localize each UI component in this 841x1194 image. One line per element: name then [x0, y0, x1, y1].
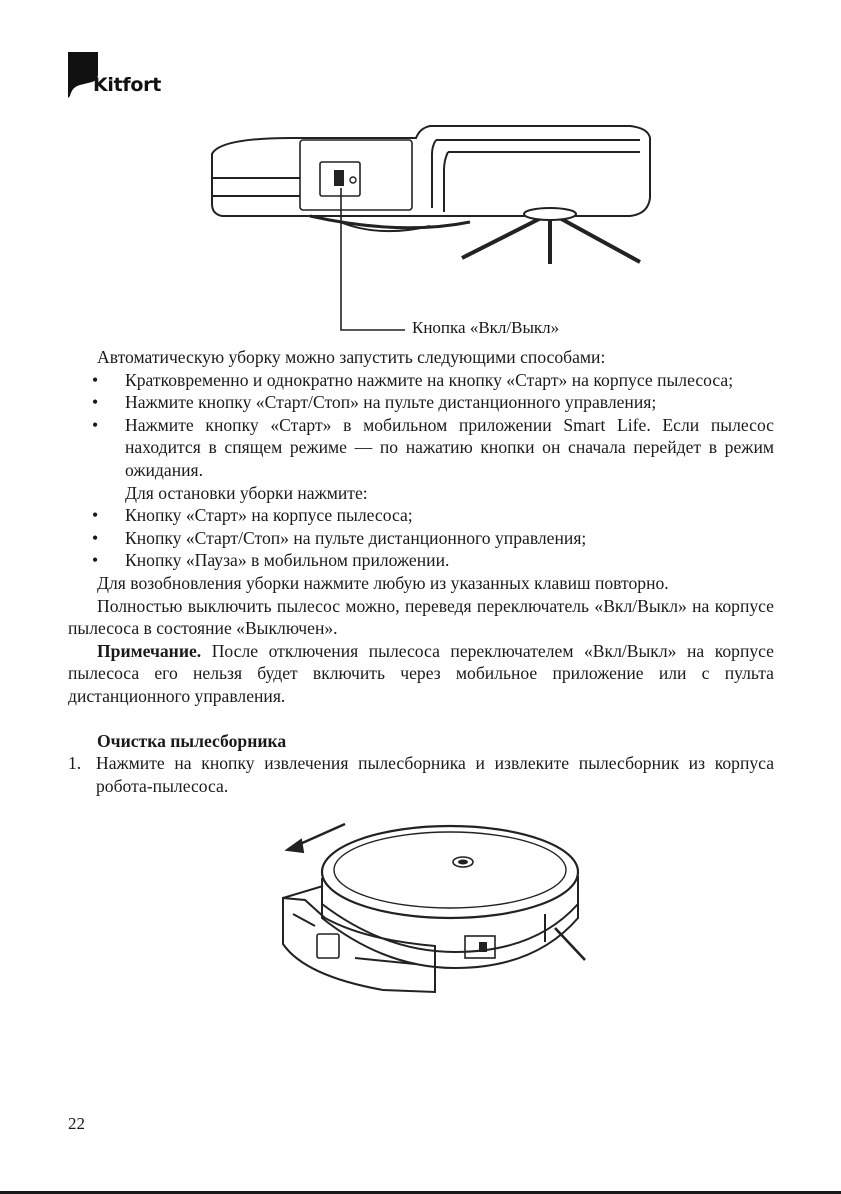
bullet-marker: •	[92, 505, 99, 526]
dustbin-removal-figure	[265, 818, 600, 1003]
list-item-text: Кнопку «Старт/Стоп» на пульте дистанционного управления;	[125, 527, 587, 548]
figure-label-power-switch: Кнопка «Вкл/Выкл»	[412, 318, 560, 337]
bullet-marker: •	[92, 369, 99, 390]
kitfort-logo	[68, 52, 168, 102]
brand-name: Kitfort	[93, 74, 161, 96]
section-heading: Очистка пылесборника	[97, 730, 287, 751]
list-item-text: Нажмите кнопку «Старт» в мобильном приложении Smart Life. Если пылесос находится в спящем режиме — по нажатию кнопки он сначала перейдет в режим ожидания.	[125, 414, 774, 480]
step-number: 1.	[68, 753, 82, 774]
stop-intro: Для остановки уборки нажмите:	[125, 482, 368, 503]
page-number: 22	[68, 1114, 85, 1133]
note-label: Примечание.	[97, 640, 202, 661]
note-paragraph	[68, 640, 774, 708]
list-item-start-2	[68, 391, 774, 414]
list-item-text: Кратковременно и однократно нажмите на кнопку «Старт» на корпусе пылесоса;	[125, 369, 734, 390]
bullet-marker: •	[92, 414, 99, 435]
list-item-start-3	[68, 414, 774, 482]
list-item-text: Нажмите кнопку «Старт/Стоп» на пульте дистанционного управления;	[125, 392, 657, 413]
document-body	[68, 346, 774, 797]
list-item-stop-1	[68, 504, 774, 527]
robot-side-view-figure	[200, 118, 660, 340]
poweroff-paragraph: Полностью выключить пылесос можно, переведя переключатель «Вкл/Выкл» на корпусе пылесоса в состояние «Выключен».	[68, 595, 774, 639]
bullet-marker: •	[92, 527, 99, 548]
list-item-text: Кнопку «Пауза» в мобильном приложении.	[125, 550, 450, 571]
list-item-stop-3	[68, 549, 774, 572]
list-item-stop-2	[68, 527, 774, 550]
intro-paragraph: Автоматическую уборку можно запустить следующими способами:	[97, 347, 606, 367]
list-item-start-1	[68, 369, 774, 392]
bullet-marker: •	[92, 550, 99, 571]
spacer	[68, 708, 774, 730]
numbered-step-1	[68, 752, 774, 797]
step-text: Нажмите на кнопку извлечения пылесборника и извлеките пылесборник из корпуса робота-пылесоса.	[96, 753, 774, 796]
list-item-text: Кнопку «Старт» на корпусе пылесоса;	[125, 505, 413, 526]
bullet-marker: •	[92, 392, 99, 413]
note-text: После отключения пылесоса переключателем «Вкл/Выкл» на корпусе пылесоса его нельзя будет включить через мобильное приложение или с пульта дистанционного управления.	[68, 640, 774, 706]
resume-paragraph: Для возобновления уборки нажмите любую из указанных клавиш повторно.	[97, 572, 669, 593]
